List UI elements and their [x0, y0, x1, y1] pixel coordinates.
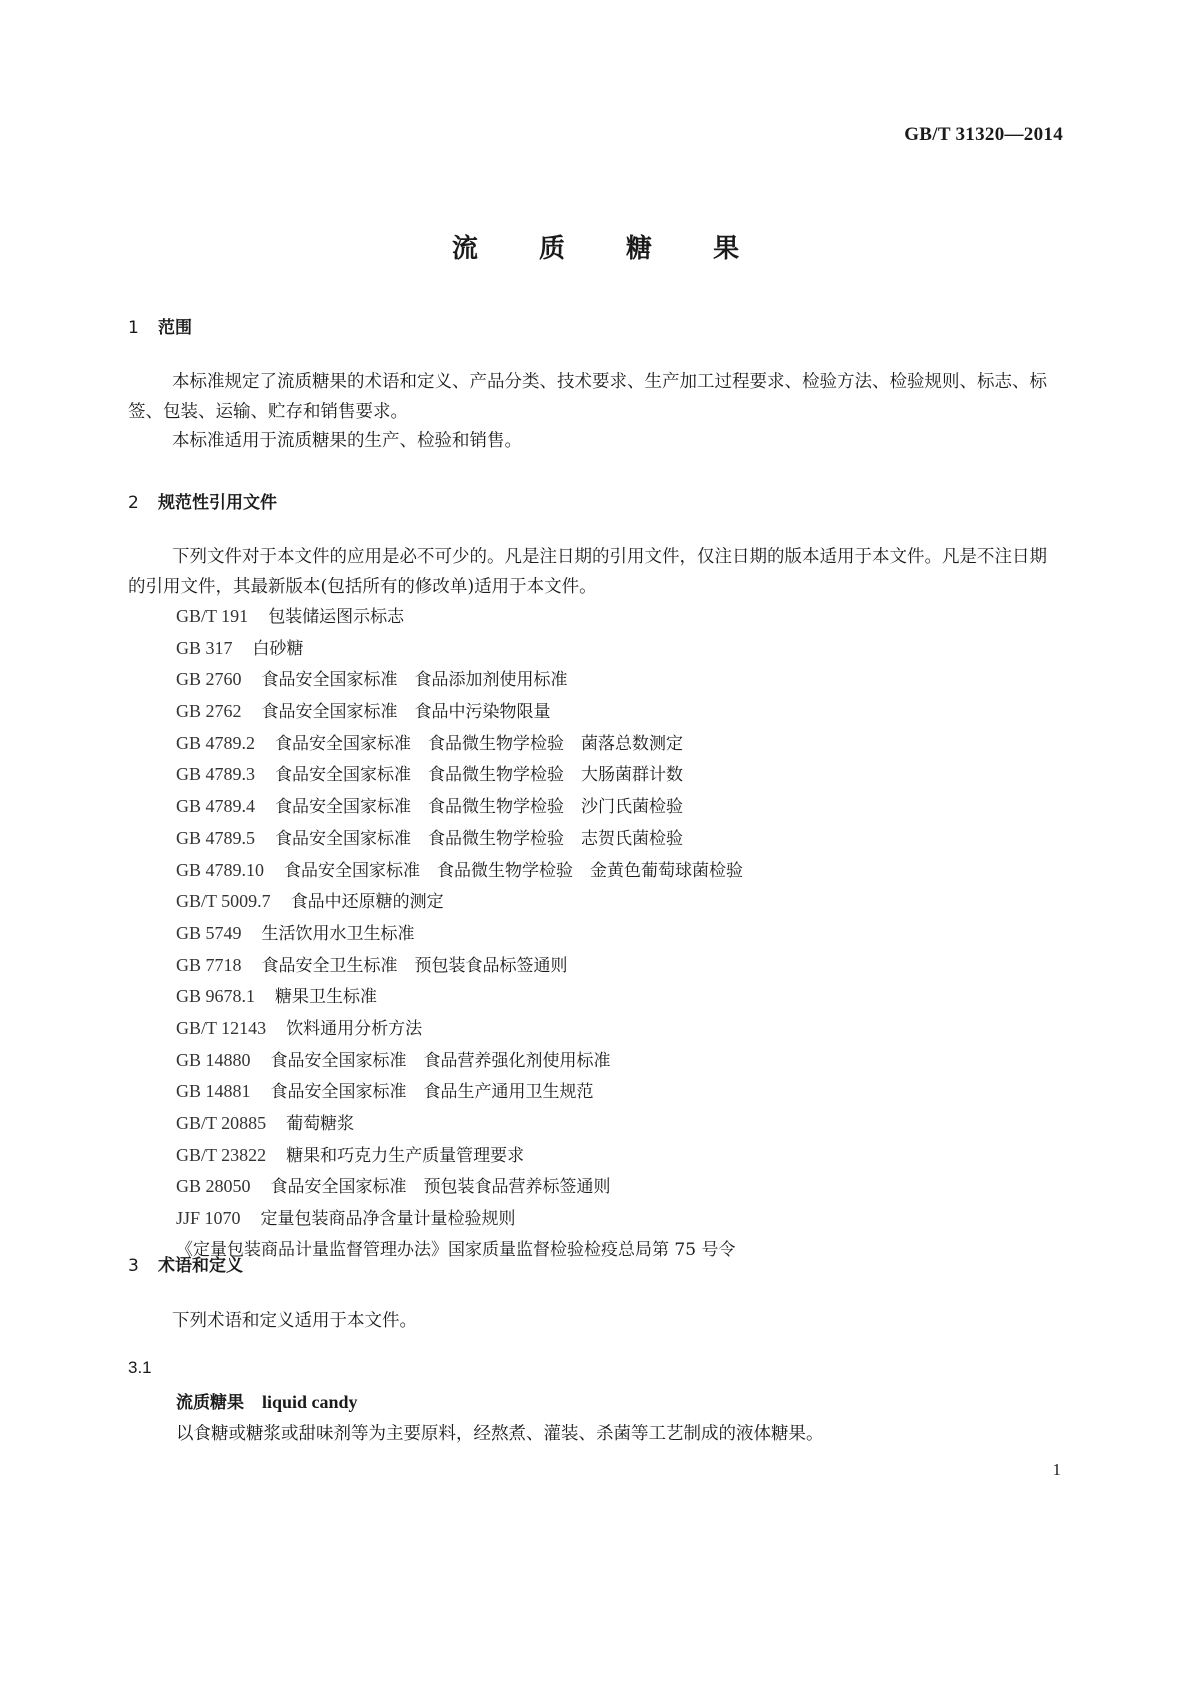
reference-item: GB/T 12143 饮料通用分析方法 [176, 1017, 423, 1039]
section-2-heading [128, 488, 277, 513]
section-3-heading [128, 1251, 243, 1276]
reference-item: JJF 1070 定量包装商品净含量计量检验规则 [176, 1208, 516, 1230]
term-entry [176, 1388, 358, 1413]
section-number: 2 [128, 493, 139, 513]
reference-item: 《定量包装商品计量监督管理办法》国家质量监督检验检疫总局第 75 号令 [176, 1239, 736, 1260]
reference-item: GB/T 5009.7 食品中还原糖的测定 [176, 891, 444, 913]
reference-item: GB 4789.10 食品安全国家标准 食品微生物学检验 金黄色葡萄球菌检验 [176, 859, 744, 881]
reference-item: GB 4789.5 食品安全国家标准 食品微生物学检验 志贺氏菌检验 [176, 827, 684, 849]
reference-item: GB 7718 食品安全卫生标准 预包装食品标签通则 [176, 954, 568, 976]
section-1-heading [128, 313, 192, 338]
page-number: 1 [1052, 1460, 1061, 1479]
section-1-paragraph-1: 本标准规定了流质糖果的术语和定义、产品分类、技术要求、生产加工过程要求、检验方法、检验规则、标志、标签、包装、运输、贮存和销售要求。 [128, 372, 1047, 422]
reference-item: GB/T 23822 糖果和巧克力生产质量管理要求 [176, 1144, 525, 1166]
reference-item: GB 28050 食品安全国家标准 预包装食品营养标签通则 [176, 1176, 611, 1198]
reference-item: GB 2760 食品安全国家标准 食品添加剂使用标准 [176, 669, 568, 691]
term-english: liquid candy [262, 1392, 358, 1412]
reference-item: GB/T 191 包装储运图示标志 [176, 606, 405, 627]
section-title: 规范性引用文件 [158, 493, 277, 513]
section-number: 1 [128, 318, 139, 338]
normative-references-list [176, 601, 743, 1266]
section-2-intro: 下列文件对于本文件的应用是必不可少的。凡是注日期的引用文件，仅注日期的版本适用于本文件。凡是不注日期的引用文件，其最新版本(包括所有的修改单)适用于本文件。 [128, 547, 1047, 597]
reference-item: GB 14881 食品安全国家标准 食品生产通用卫生规范 [176, 1081, 594, 1103]
section-3-intro: 下列术语和定义适用于本文件。 [172, 1311, 417, 1331]
subclause-number: 3.1 [128, 1358, 152, 1377]
reference-item: GB 4789.3 食品安全国家标准 食品微生物学检验 大肠菌群计数 [176, 764, 684, 786]
reference-item: GB 14880 食品安全国家标准 食品营养强化剂使用标准 [176, 1049, 611, 1071]
reference-item: GB 4789.2 食品安全国家标准 食品微生物学检验 菌落总数测定 [176, 732, 684, 754]
standard-code: GB/T 31320—2014 [904, 124, 1063, 145]
section-number: 3 [128, 1256, 139, 1276]
document-title: 流 质 糖 果 [451, 234, 766, 264]
section-title: 范围 [158, 318, 192, 338]
reference-item: GB 5749 生活饮用水卫生标准 [176, 922, 415, 944]
reference-item: GB 2762 食品安全国家标准 食品中污染物限量 [176, 701, 551, 723]
section-title: 术语和定义 [158, 1256, 243, 1276]
term-definition: 以食糖或糖浆或甜味剂等为主要原料，经熬煮、灌装、杀菌等工艺制成的液体糖果。 [176, 1424, 824, 1444]
reference-item: GB 9678.1 糖果卫生标准 [176, 986, 378, 1008]
reference-item: GB 317 白砂糖 [176, 637, 304, 659]
section-1-paragraph-2: 本标准适用于流质糖果的生产、检验和销售。 [172, 431, 522, 451]
term-chinese: 流质糖果 [176, 1393, 244, 1413]
reference-item: GB/T 20885 葡萄糖浆 [176, 1113, 355, 1134]
reference-item: GB 4789.4 食品安全国家标准 食品微生物学检验 沙门氏菌检验 [176, 796, 684, 818]
